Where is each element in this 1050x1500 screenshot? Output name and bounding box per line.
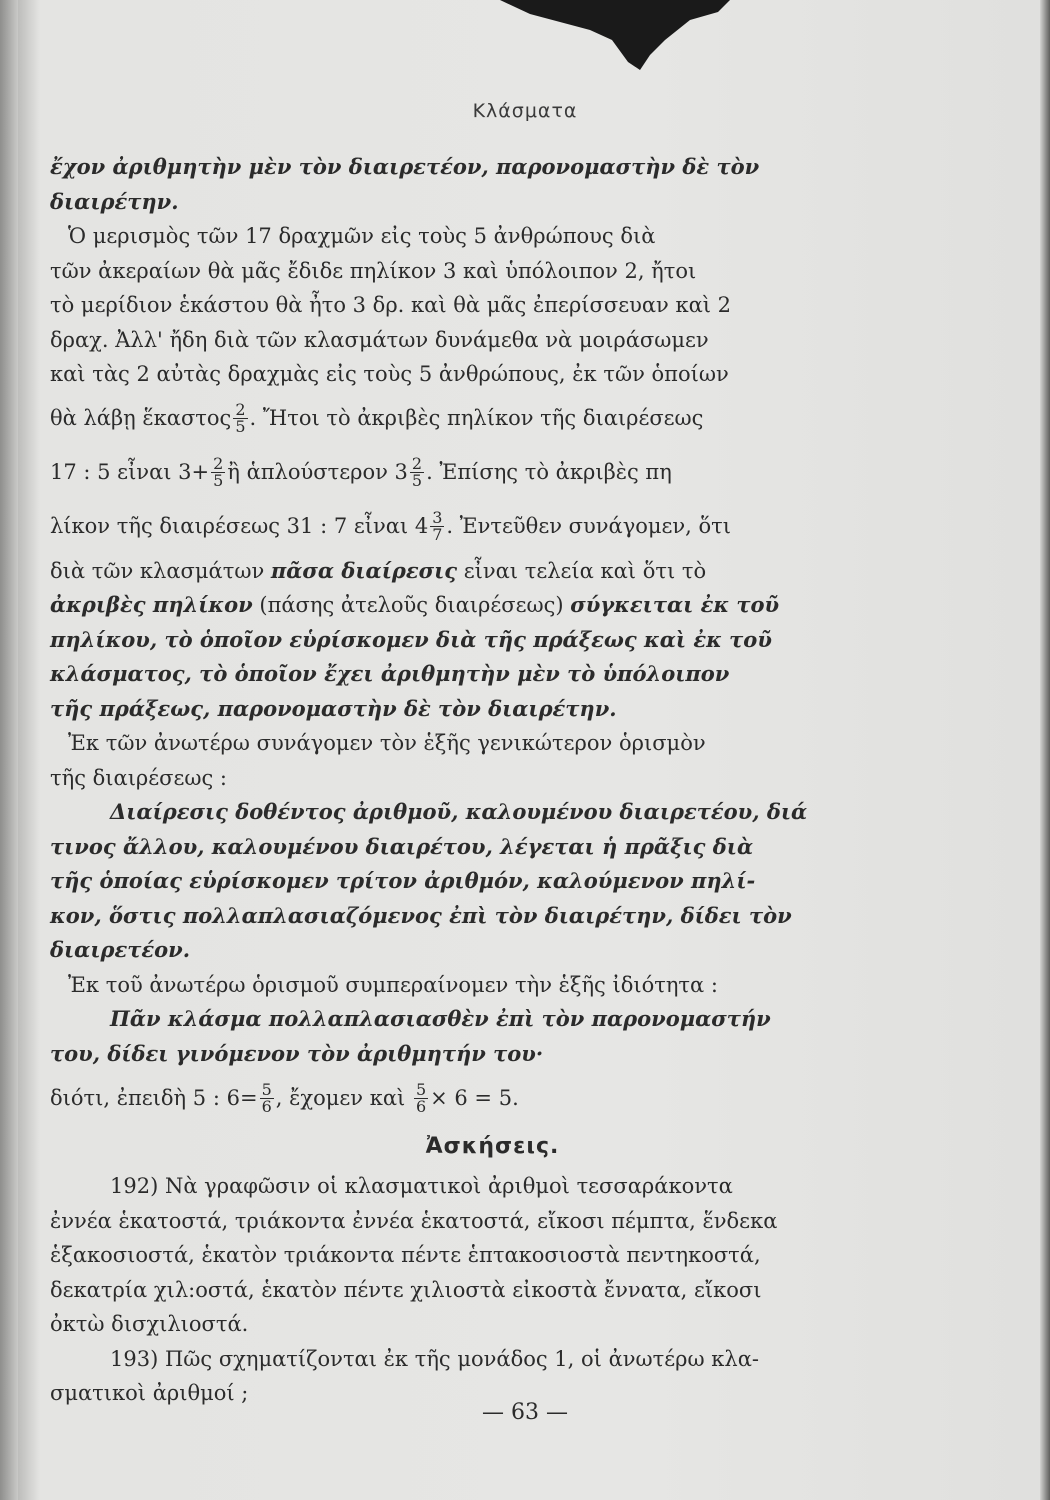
text-segment: θὰ λάβῃ ἕκαστος — [50, 406, 232, 431]
torn-corner — [500, 0, 730, 80]
emphasis-text: ἀκριβὲς πηλίκον — [50, 592, 253, 617]
emphasis-text: πᾶσα διαίρεσις — [270, 557, 458, 583]
fraction-denominator: 5 — [235, 417, 246, 436]
text-line-fraction — [50, 500, 935, 554]
text-line: δραχ. Ἀλλ' ἤδη διὰ τῶν κλασμάτων δυνάμεθα νὰ μοιράσωμεν — [50, 327, 709, 352]
exercise-line: ὀκτὼ δισχιλιοστά. — [50, 1312, 249, 1336]
property-line: Πᾶν κλάσμα πολλαπλασιασθὲν ἐπὶ τὸν παρονομαστήν — [110, 1006, 771, 1031]
text-line-fraction — [50, 446, 935, 500]
fraction — [211, 456, 225, 489]
text-line: Ἐκ τοῦ ἀνωτέρω ὁρισμοῦ συμπεραίνομεν τὴν ἑξῆς ἰδιότητα : — [68, 972, 718, 997]
page-header: Κλάσματα — [472, 100, 578, 122]
text-line — [50, 554, 935, 589]
text-segment: × 6 = 5. — [430, 1085, 519, 1110]
fraction-numerator: 2 — [235, 400, 246, 419]
definition-line: κον, ὅστις πολλαπλασιαζόμενος ἐπὶ τὸν διαιρέτην, δίδει τὸν — [50, 902, 792, 928]
text-line-fraction — [50, 392, 935, 446]
text-segment: . Ἤτοι τὸ ἀκριβὲς πηλίκον τῆς διαιρέσεως — [249, 406, 704, 431]
text-line: τῶν ἀκεραίων θὰ μᾶς ἔδιδε πηλίκον 3 καὶ ὑπόλοιπον 2, ἤτοι — [50, 258, 697, 283]
text-line: Ἐκ τῶν ἀνωτέρω συνάγομεν τὸν ἑξῆς γενικώτερον ὁρισμὸν — [68, 731, 706, 755]
fraction-denominator: 6 — [261, 1096, 272, 1116]
text-line-fraction — [50, 1071, 935, 1125]
text-segment: , ἔχομεν καὶ — [275, 1085, 406, 1110]
definition-line: τινος ἄλλου, καλουμένου διαιρέτου, λέγεται ἡ πρᾶξις διὰ — [50, 833, 754, 859]
exercise-line: δεκατρία χιλ:οστά, ἑκατὸν πέντε χιλιοστὰ εἰκοστὰ ἔννατα, εἴκοσι — [50, 1277, 762, 1302]
fraction-numerator: 2 — [411, 454, 423, 473]
text-line: διαιρέτην. — [50, 188, 179, 214]
fraction-numerator: 2 — [213, 454, 224, 473]
text-line: Ὁ μερισμὸς τῶν 17 δραχμῶν εἰς τοὺς 5 ἀνθρώπους διὰ — [68, 224, 656, 248]
page-body — [50, 150, 935, 1411]
text-segment: 17 : 5 εἶναι 3+ — [50, 460, 210, 485]
property-line: του, δίδει γινόμενον τὸν ἀριθμητήν του· — [50, 1040, 544, 1066]
exercise-line: ἑξακοσιοστά, ἑκατὸν τριάκοντα πέντε ἑπτακοσιοστὰ πεντηκοστά, — [50, 1243, 761, 1267]
emphasis-text: σύγκειται ἐκ τοῦ — [570, 592, 780, 617]
text-line: ἔχον ἀριθμητὴν μὲν τὸν διαιρετέον, παρονομαστὴν δὲ τὸν — [50, 154, 760, 179]
fraction — [414, 1079, 428, 1116]
text-line — [50, 588, 935, 623]
text-line: πηλίκου, τὸ ὁποῖον εὑρίσκομεν διὰ τῆς πράξεως καὶ ἐκ τοῦ — [50, 626, 772, 652]
text-segment: . Ἐπίσης τὸ ἀκριβὲς πη — [426, 460, 672, 485]
text-line: κλάσματος, τὸ ὁποῖον ἔχει ἀριθμητὴν μὲν τὸ ὑπόλοιπον — [50, 661, 730, 686]
fraction-denominator: 5 — [411, 471, 423, 490]
definition-line: διαιρετέον. — [50, 937, 191, 962]
definition-line: τῆς ὁποίας εὑρίσκομεν τρίτον ἀριθμόν, καλούμενον πηλί- — [50, 868, 756, 893]
fraction-numerator: 5 — [415, 1079, 427, 1099]
text-segment: λίκον τῆς διαιρέσεως 31 : 7 εἶναι 4 — [50, 514, 429, 539]
text-line: τὸ μερίδιον ἑκάστου θὰ ἦτο 3 δρ. καὶ θὰ μᾶς ἐπερίσσευαν καὶ 2 — [50, 293, 732, 317]
text-line: καὶ τὰς 2 αὐτὰς δραχμὰς εἰς τοὺς 5 ἀνθρώπους, ἐκ τῶν ὁποίων — [50, 362, 729, 386]
text-segment: . Ἐντεῦθεν συνάγομεν, ὅτι — [446, 514, 732, 539]
text-segment: εἶναι τελεία καὶ ὅτι τὸ — [463, 558, 707, 583]
definition-line: Διαίρεσις δοθέντος ἀριθμοῦ, καλουμένου διαιρετέου, διά — [110, 799, 808, 824]
fraction-denominator: 7 — [432, 525, 443, 544]
exercise-line: ἐννέα ἑκατοστά, τριάκοντα ἐννέα ἑκατοστά, εἴκοσι πέμπτα, ἕνδεκα — [50, 1208, 778, 1233]
text-line: τῆς πράξεως, παρονομαστὴν δὲ τὸν διαιρέτην. — [50, 695, 617, 721]
exercise-line: 192) Νὰ γραφῶσιν οἱ κλασματικοὶ ἀριθμοὶ τεσσαράκοντα — [110, 1174, 733, 1198]
fraction-denominator: 5 — [213, 471, 224, 490]
fraction — [233, 402, 247, 435]
page-number: — 63 — — [482, 1400, 568, 1425]
text-segment: ἢ ἁπλούστερον 3 — [227, 460, 408, 485]
fraction — [430, 510, 444, 543]
text-segment: διὰ τῶν κλασμάτων — [50, 558, 265, 583]
text-segment: διότι, ἐπειδὴ 5 : 6= — [50, 1085, 258, 1110]
page-edge — [1040, 0, 1050, 1500]
exercise-line: 193) Πῶς σχηματίζονται ἐκ τῆς μονάδος 1, οἱ ἀνωτέρω κλα- — [110, 1346, 760, 1371]
fraction-numerator: 5 — [261, 1079, 272, 1099]
exercise-line: σματικοὶ ἀριθμοί ; — [50, 1381, 249, 1405]
fraction-denominator: 6 — [415, 1096, 427, 1116]
text-segment: (πάσης ἀτελοῦς διαιρέσεως) — [259, 593, 564, 617]
book-spine — [0, 0, 18, 1500]
text-line: τῆς διαιρέσεως : — [50, 765, 228, 790]
fraction — [410, 456, 424, 489]
fraction — [260, 1079, 274, 1116]
fraction-numerator: 3 — [432, 508, 443, 527]
exercises-heading: Ἀσκήσεις. — [425, 1133, 560, 1159]
